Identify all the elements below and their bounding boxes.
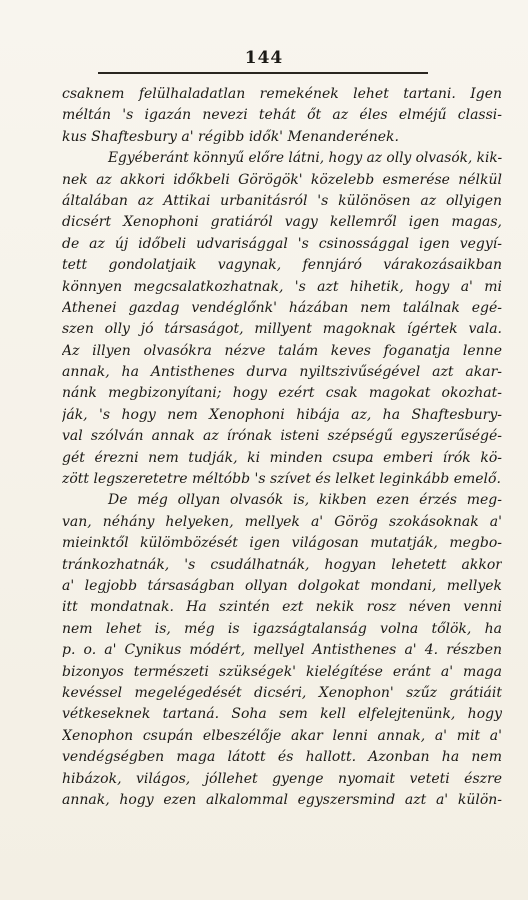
text-line: szen olly jó társaságot, millyent magoknak ígértek vala. xyxy=(62,321,502,338)
text-line: bizonyos természeti szükségek' kielégítése eránt a' maga xyxy=(62,663,502,680)
text-line: nek az akkori időkbeli Görögök' közelebb esmerése nélkül xyxy=(62,171,502,188)
text-line: tett gondolatjaik vagynak, fennjáró várakozásaikban xyxy=(62,257,502,274)
text-line: a' legjobb társaságban ollyan dolgokat mondani, mellyek xyxy=(62,577,502,594)
text-line: van, néhány helyeken, mellyek a' Görög szokásoknak a' xyxy=(62,513,502,530)
text-line: általában az Attikai urbanitásról 's különösen az ollyigen xyxy=(62,192,502,209)
body-text xyxy=(62,84,502,811)
text-line: de az új időbeli udvarisággal 's csinossággal igen vegyí- xyxy=(62,235,502,252)
text-line: Egyéberánt könnyű előre látni, hogy az olly olvasók, kik- xyxy=(108,150,502,167)
header-rule xyxy=(98,72,428,74)
text-line: nánk megbizonyítani; hogy ezért csak magokat okozhat- xyxy=(62,385,502,402)
text-line: gét érezni nem tudják, ki minden csupa emberi írók kö- xyxy=(62,449,502,466)
text-line: Az illyen olvasókra nézve talám keves foganatja lenne xyxy=(62,342,502,359)
text-line: De még ollyan olvasók is, kikben ezen érzés meg- xyxy=(108,492,502,509)
text-line: mieinktől külömbözését igen világosan mutatják, megbo- xyxy=(62,535,502,552)
text-line: csaknem felülhaladatlan remekének lehet tartani. Igen xyxy=(62,86,502,102)
text-line: p. o. a' Cynikus módért, mellyel Antisthenes a' 4. részben xyxy=(62,642,502,659)
text-line: Athenei gazdag vendéglőnk' házában nem találnak egé- xyxy=(62,299,502,316)
text-line: vétkeseknek tartaná. Soha sem kell elfelejtenünk, hogy xyxy=(62,706,502,723)
text-line: kevéssel megelégedését dicséri, Xenophon' szűz grátiáit xyxy=(62,684,502,701)
text-line: ják, 's hogy nem Xenophoni hibája az, ha Shaftesbury- xyxy=(62,406,502,423)
text-line: val szólván annak az írónak isteni szépségű egyszerűségé- xyxy=(62,428,502,445)
text-line: könnyen megcsalatkozhatnak, 's azt hihetik, hogy a' mi xyxy=(62,278,502,295)
text-line: itt mondatnak. Ha szintén ezt nekik rosz néven venni xyxy=(62,599,502,616)
text-line: vendégségben maga látott és hallott. Azonban ha nem xyxy=(62,749,502,766)
page-number: 144 xyxy=(244,48,284,68)
text-line: méltán 's igazán nevezi tehát őt az éles elméjű classi- xyxy=(62,107,502,124)
text-line: tránkozhatnák, 's csudálhatnák, hogyan lehetett akkor xyxy=(62,556,502,573)
text-line: Xenophon csupán elbeszélője akar lenni annak, a' mit a' xyxy=(62,727,502,744)
text-line: hibázok, világos, jóllehet gyenge nyomait veteti észre xyxy=(62,770,502,787)
text-line: annak, ha Antisthenes durva nyiltszivűségével azt akar- xyxy=(62,364,502,381)
text-line: annak, hogy ezen alkalommal egyszersmind azt a' külön- xyxy=(62,791,502,808)
text-line: dicsért Xenophoni gratiáról vagy kellemről igen magas, xyxy=(62,214,502,231)
text-line: kus Shaftesbury a' régibb idők' Menanderének. xyxy=(62,128,399,145)
text-line: nem lehet is, még is igazságtalanság volna tőlök, ha xyxy=(62,620,502,637)
text-line: zött legszeretetre méltóbb 's szívet és lelket leginkább emelő. xyxy=(62,471,501,488)
